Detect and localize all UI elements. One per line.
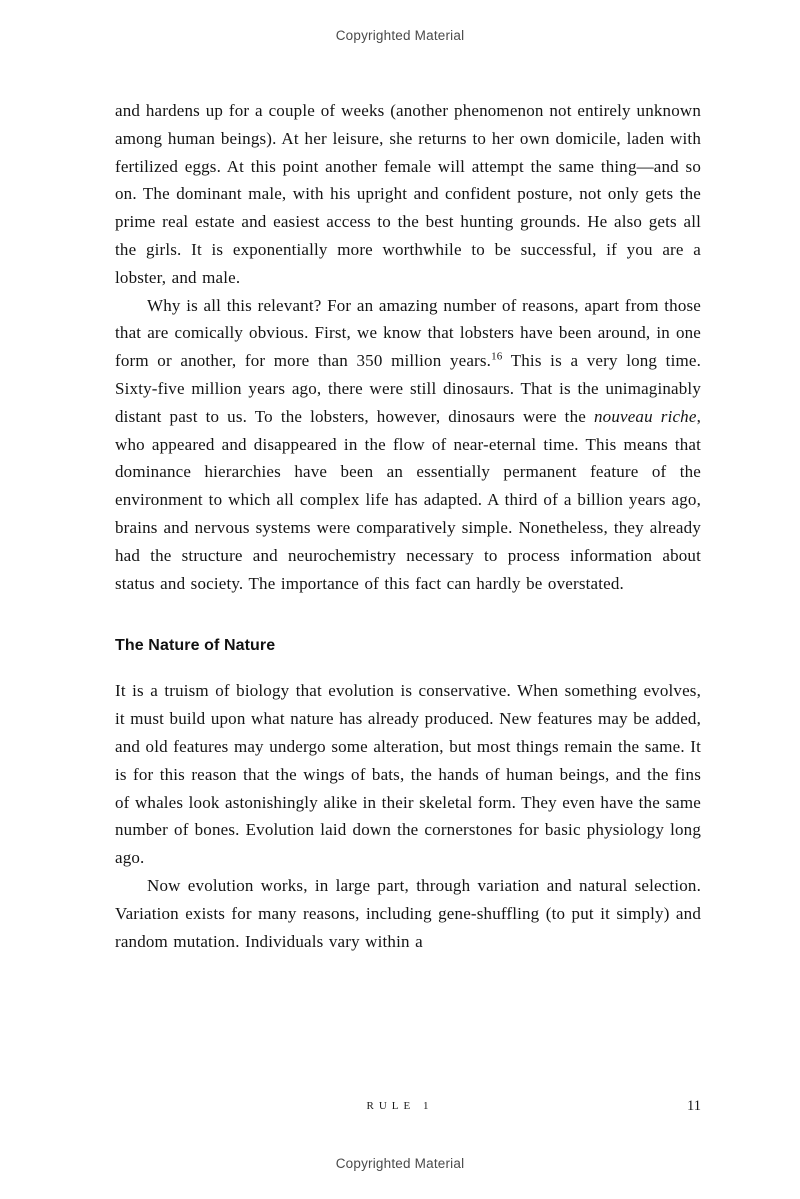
paragraph-2-text-a: Why is all this relevant? For an amazing number of reasons, apart from those that are comically obvious. First, we know that lobsters have been around, in one form or another, for more than 350 million years.: [115, 295, 701, 371]
paragraph-2: [115, 292, 701, 598]
page-footer: [0, 1100, 800, 1120]
footnote-reference-16: 16: [491, 350, 503, 363]
paragraph-2-text-c: , who appeared and disappeared in the flow of near-eternal time. This means that dominance hierarchies have been an essentially permanent feature of the environment to which all complex life has adapted. A third of a billion years ago, brains and nervous systems were comparatively simple. Nonetheless, they already had the structure and neurochemistry necessary to process information about status and society. The importance of this fact can hardly be overstated.: [115, 406, 701, 593]
paragraph-3: It is a truism of biology that evolution is conservative. When something evolves, it must build upon what nature has already produced. New features may be added, and old features may undergo some alteration, but most things remain the same. It is for this reason that the wings of bats, the hands of human beings, and the fins of whales look astonishingly alike in their skeletal form. They even have the same number of bones. Evolution laid down the cornerstones for basic physiology long ago.: [115, 681, 701, 868]
running-title: RULE 1: [366, 1100, 434, 1112]
copyright-notice-top: Copyrighted Material: [335, 28, 465, 43]
italic-phrase-nouveau-riche: nouveau riche: [593, 406, 697, 426]
paragraph-4: Now evolution works, in large part, through variation and natural selection. Variation exists for many reasons, including gene-shuffling (to put it simply) and random mutation. Individuals vary within a: [115, 875, 701, 951]
copyright-notice-bottom: Copyrighted Material: [335, 1156, 465, 1171]
section-heading: The Nature of Nature: [115, 637, 276, 655]
page-content: [115, 97, 701, 955]
paragraph-2-text-b: This is a very long time. Sixty-five million years ago, there were still dinosaurs. That is the unimaginably distant past to us. To the lobsters, however, dinosaurs were the: [115, 351, 701, 426]
paragraph-1: and hardens up for a couple of weeks (another phenomenon not entirely unknown among human beings). At her leisure, she returns to her own domicile, laden with fertilized eggs. At this point another female will attempt the same thing—and so on. The dominant male, with his upright and confident posture, not only gets the prime real estate and easiest access to the best hunting grounds. He also gets all the girls. It is exponentially more worthwhile to be successful, if you are a lobster, and male.: [115, 101, 701, 287]
page-number: 11: [687, 1098, 701, 1114]
